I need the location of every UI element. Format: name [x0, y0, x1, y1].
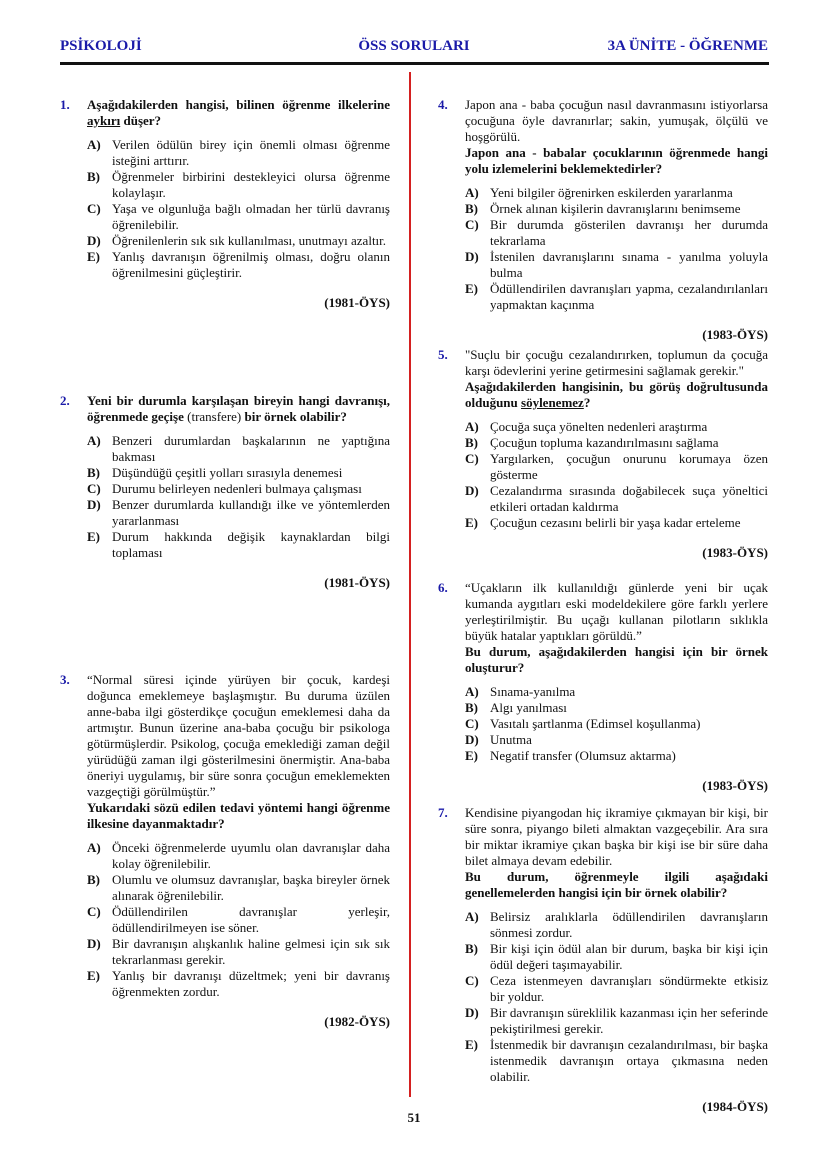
answer-option	[87, 840, 390, 872]
stem-paragraph	[87, 97, 390, 129]
answer-options	[87, 137, 390, 281]
answer-options	[87, 840, 390, 1000]
option-text: Bir kişi için ödül alan bir durum, başka bir kişi için ödül değeri taşımayabilir.	[490, 941, 768, 972]
stem-paragraph	[465, 97, 768, 145]
option-letter: D)	[465, 1005, 479, 1020]
option-letter: E)	[465, 515, 478, 530]
answer-option	[87, 465, 390, 481]
header-rule	[60, 62, 769, 65]
option-letter: C)	[465, 451, 479, 466]
question-number: 3.	[60, 672, 70, 687]
answer-option	[465, 515, 768, 531]
option-text: Yaşa ve olgunluğa bağlı olmadan her türlü davranış öğrenilebilir.	[112, 201, 390, 232]
answer-option	[465, 185, 768, 201]
option-text: Yeni bilgiler öğrenirken eskilerden yararlanma	[490, 185, 733, 200]
answer-option	[465, 1037, 768, 1085]
stem-text: söylenemez	[521, 395, 584, 410]
option-letter: D)	[465, 483, 479, 498]
option-text: Bir durumda gösterilen davranışı her durumda tekrarlama	[490, 217, 768, 248]
stem-text: “Uçakların ilk kullanıldığı günlerde yeni bir uçak kumanda aygıtları eski modeldekilere göre farklı yerlere yerleştirilmiştir. Bu uçağı kullanan pilotların sıklıkla büyük hatalar yaptıkları görüldü.”	[465, 580, 768, 643]
column-divider	[409, 72, 411, 1097]
question-stem	[465, 97, 768, 177]
question-number: 7.	[438, 805, 448, 820]
stem-paragraph	[465, 644, 768, 676]
answer-option	[465, 909, 768, 941]
page-number: 51	[407, 1110, 421, 1125]
option-letter: B)	[465, 201, 478, 216]
option-text: Düşündüğü çeşitli yolları sırasıyla denemesi	[112, 465, 343, 480]
stem-text: Aşağıdakilerden hangisi, bilinen öğrenme ilkelerine	[87, 97, 390, 112]
option-letter: A)	[465, 185, 479, 200]
answer-option	[465, 700, 768, 716]
stem-paragraph	[465, 347, 768, 379]
stem-paragraph	[87, 672, 390, 800]
answer-option	[465, 732, 768, 748]
question-source: (1981-ÖYS)	[324, 295, 390, 310]
stem-paragraph	[87, 800, 390, 832]
answer-option	[465, 748, 768, 764]
stem-text: Yeni bir durumla karşılaşan bireyin hangi davranışı, öğrenmede geçişe	[87, 393, 390, 424]
question-1	[60, 97, 390, 311]
question-stem	[87, 97, 390, 129]
option-letter: E)	[87, 529, 100, 544]
question-stem	[465, 580, 768, 676]
option-letter: A)	[465, 684, 479, 699]
header-unit: 3A ÜNİTE - ÖĞRENME	[607, 38, 768, 54]
answer-option	[465, 716, 768, 732]
option-letter: A)	[87, 840, 101, 855]
option-letter: B)	[87, 169, 100, 184]
option-letter: C)	[465, 973, 479, 988]
answer-option	[465, 435, 768, 451]
option-text: Verilen ödülün birey için önemli olması öğrenme isteğini arttırır.	[112, 137, 390, 168]
answer-option	[465, 249, 768, 281]
option-text: Yanlış davranışın öğrenilmiş olması, doğru olanın öğrenilmesini güçleştirir.	[112, 249, 390, 280]
question-stem	[87, 393, 390, 425]
stem-text: aykırı	[87, 113, 121, 128]
option-letter: C)	[87, 481, 101, 496]
question-number: 4.	[438, 97, 448, 112]
answer-options	[87, 433, 390, 561]
option-text: Durum hakkında değişik kaynaklardan bilgi toplaması	[112, 529, 390, 560]
answer-option	[465, 1005, 768, 1037]
option-text: Yanlış bir davranışı düzeltmek; yeni bir davranış öğrenmekten zordur.	[112, 968, 390, 999]
stem-paragraph	[465, 580, 768, 644]
question-source: (1983-ÖYS)	[702, 545, 768, 560]
answer-option	[87, 249, 390, 281]
stem-paragraph	[465, 145, 768, 177]
option-text: Ödüllendirilen davranışlar yerleşir, ödüllendirilmeyen ise söner.	[112, 904, 390, 935]
stem-text: (transfere)	[187, 409, 242, 424]
option-text: Sınama-yanılma	[490, 684, 576, 699]
answer-option	[87, 968, 390, 1000]
answer-options	[465, 909, 768, 1085]
stem-text: Japon ana - babalar çocuklarının öğrenmede hangi yolu izlemelerini beklemektedirler?	[465, 145, 768, 176]
question-stem	[87, 672, 390, 832]
stem-text: ?	[583, 395, 591, 410]
option-letter: A)	[465, 419, 479, 434]
option-text: Durumu belirleyen nedenleri bulmaya çalışması	[112, 481, 362, 496]
stem-text: Aşağıdakilerden hangisinin, bu görüş doğrultusunda olduğunu	[465, 379, 768, 410]
option-text: Bir davranışın süreklilik kazanması için her seferinde pekiştirilmesi gerekir.	[490, 1005, 768, 1036]
answer-options	[465, 419, 768, 531]
stem-text: “Normal süresi içinde yürüyen bir çocuk, kardeşi doğunca emeklemeye başlaşmıştır. Bu duruma üzülen anne-baba ilgi gösterdikçe çocuğun emeklemesi daha da artmıştır. Bunun üzerine ana-baba çocuğu bir psikologa götürmüşlerdir. Psikolog, çocuğa emeklediği zaman değil yürüdüğü zaman ilgi gösterilmesini önermiştir. Ana-baba öneriyi uygulamış, bir süre sonra çocuğun emeklemekten vazgeçtiği görülmüştür.”	[87, 672, 390, 799]
stem-text: Yukarıdaki sözü edilen tedavi yöntemi hangi öğrenme ilkesine dayanmaktadır?	[87, 800, 390, 831]
option-text: Negatif transfer (Olumsuz aktarma)	[490, 748, 676, 763]
option-text: Örnek alınan kişilerin davranışlarını benimseme	[490, 201, 741, 216]
option-text: İstenmedik bir davranışın cezalandırılması, bir başka istenmedik davranışın ortaya çıkmasına neden olabilir.	[490, 1037, 768, 1084]
option-letter: B)	[465, 700, 478, 715]
question-number: 5.	[438, 347, 448, 362]
stem-text: Kendisine piyangodan hiç ikramiye çıkmayan bir kişi, bir süre sonra, piyango bileti almaktan vazgeçebilir. Ara sıra bir miktar ikramiye çıkan başka bir kişi ise bir süre daha bilet almaya devam edebilir.	[465, 805, 768, 868]
question-number: 6.	[438, 580, 448, 595]
header-title: ÖSS SORULARI	[358, 38, 470, 54]
answer-option	[87, 529, 390, 561]
answer-option	[465, 483, 768, 515]
answer-option	[87, 936, 390, 968]
option-text: Ödüllendirilen davranışları yapma, cezalandırılanları yapmaktan kaçınma	[490, 281, 768, 312]
option-text: Cezalandırma sırasında doğabilecek suça yöneltici etkileri ortadan kaldırma	[490, 483, 768, 514]
stem-text: Japon ana - baba çocuğun nasıl davranmasını istiyorlarsa çocuğuna öyle davranırlar; sakin, yumuşak, ölçülü ve hoşgörülü.	[465, 97, 768, 144]
option-letter: E)	[87, 249, 100, 264]
answer-option	[87, 433, 390, 465]
option-text: Yargılarken, çocuğun onurunu korumaya özen gösterme	[490, 451, 768, 482]
stem-paragraph	[465, 869, 768, 901]
option-text: Öğrenmeler birbirini destekleyici olursa öğrenme kolaylaşır.	[112, 169, 390, 200]
stem-paragraph	[465, 805, 768, 869]
option-text: Bir davranışın alışkanlık haline gelmesi için sık sık tekrarlanması gerekir.	[112, 936, 390, 967]
option-letter: B)	[465, 435, 478, 450]
option-text: Belirsiz aralıklarla ödüllendirilen davranışların sönmesi zordur.	[490, 909, 768, 940]
answer-option	[87, 497, 390, 529]
option-letter: C)	[87, 904, 101, 919]
answer-option	[87, 137, 390, 169]
option-letter: D)	[87, 497, 101, 512]
answer-option	[87, 872, 390, 904]
option-text: Çocuğun topluma kazandırılmasını sağlama	[490, 435, 719, 450]
option-letter: A)	[87, 137, 101, 152]
question-4	[438, 97, 768, 343]
option-letter: E)	[465, 281, 478, 296]
stem-paragraph	[87, 393, 390, 425]
option-text: Algı yanılması	[490, 700, 567, 715]
option-letter: E)	[465, 1037, 478, 1052]
option-letter: B)	[87, 872, 100, 887]
question-3	[60, 672, 390, 1030]
answer-option	[465, 419, 768, 435]
answer-options	[465, 185, 768, 313]
option-letter: D)	[465, 249, 479, 264]
answer-option	[87, 481, 390, 497]
stem-text: düşer?	[120, 113, 162, 128]
answer-option	[87, 904, 390, 936]
option-letter: B)	[87, 465, 100, 480]
option-letter: D)	[87, 936, 101, 951]
answer-option	[465, 684, 768, 700]
question-7	[438, 805, 768, 1115]
option-text: İstenilen davranışlarını sınama - yanılma yoluyla bulma	[490, 249, 768, 280]
answer-option	[87, 233, 390, 249]
answer-option	[465, 201, 768, 217]
stem-text: Bu durum, aşağıdakilerden hangisi için bir örnek oluşturur?	[465, 644, 768, 675]
answer-option	[87, 201, 390, 233]
option-letter: E)	[87, 968, 100, 983]
option-text: Çocuğun cezasını belirli bir yaşa kadar erteleme	[490, 515, 741, 530]
option-letter: C)	[87, 201, 101, 216]
option-text: Olumlu ve olumsuz davranışlar, başka bireyler örnek alınarak öğrenilebilir.	[112, 872, 390, 903]
answer-option	[87, 169, 390, 201]
question-source: (1982-ÖYS)	[324, 1014, 390, 1029]
question-source: (1981-ÖYS)	[324, 575, 390, 590]
question-6	[438, 580, 768, 794]
option-letter: D)	[87, 233, 101, 248]
header-subject: PSİKOLOJİ	[60, 38, 142, 54]
question-stem	[465, 805, 768, 901]
answer-options	[465, 684, 768, 764]
question-number: 2.	[60, 393, 70, 408]
option-letter: E)	[465, 748, 478, 763]
question-source: (1984-ÖYS)	[702, 1099, 768, 1114]
option-letter: B)	[465, 941, 478, 956]
option-text: Öğrenilenlerin sık sık kullanılması, unutmayı azaltır.	[112, 233, 387, 248]
option-text: Benzeri durumlardan başkalarının ne yaptığına bakması	[112, 433, 390, 464]
answer-option	[465, 941, 768, 973]
option-letter: D)	[465, 732, 479, 747]
option-text: Ceza istenmeyen davranışları söndürmekte etkisiz bir yoldur.	[490, 973, 768, 1004]
question-number: 1.	[60, 97, 70, 112]
question-source: (1983-ÖYS)	[702, 778, 768, 793]
question-stem	[465, 347, 768, 411]
answer-option	[465, 451, 768, 483]
question-5	[438, 347, 768, 561]
option-text: Vasıtalı şartlanma (Edimsel koşullanma)	[490, 716, 701, 731]
option-text: Çocuğa suça yönelten nedenleri araştırma	[490, 419, 708, 434]
option-letter: C)	[465, 217, 479, 232]
answer-option	[465, 217, 768, 249]
option-text: Unutma	[490, 732, 532, 747]
option-letter: A)	[465, 909, 479, 924]
stem-text: "Suçlu bir çocuğu cezalandırırken, toplumun da çocuğa karşı ödevlerini yerine getirmesini sağlamak gerekir."	[465, 347, 768, 378]
option-text: Önceki öğrenmelerde uyumlu olan davranışlar daha kolay öğrenilebilir.	[112, 840, 390, 871]
option-letter: A)	[87, 433, 101, 448]
answer-option	[465, 281, 768, 313]
answer-option	[465, 973, 768, 1005]
option-text: Benzer durumlarda kullandığı ilke ve yöntemlerden yararlanması	[112, 497, 390, 528]
question-source: (1983-ÖYS)	[702, 327, 768, 342]
stem-paragraph	[465, 379, 768, 411]
stem-text: Bu durum, öğrenmeyle ilgili aşağıdaki genellemelerden hangisi için bir örnek olabilir?	[465, 869, 768, 900]
question-2	[60, 393, 390, 591]
option-letter: C)	[465, 716, 479, 731]
stem-text: bir örnek olabilir?	[241, 409, 347, 424]
